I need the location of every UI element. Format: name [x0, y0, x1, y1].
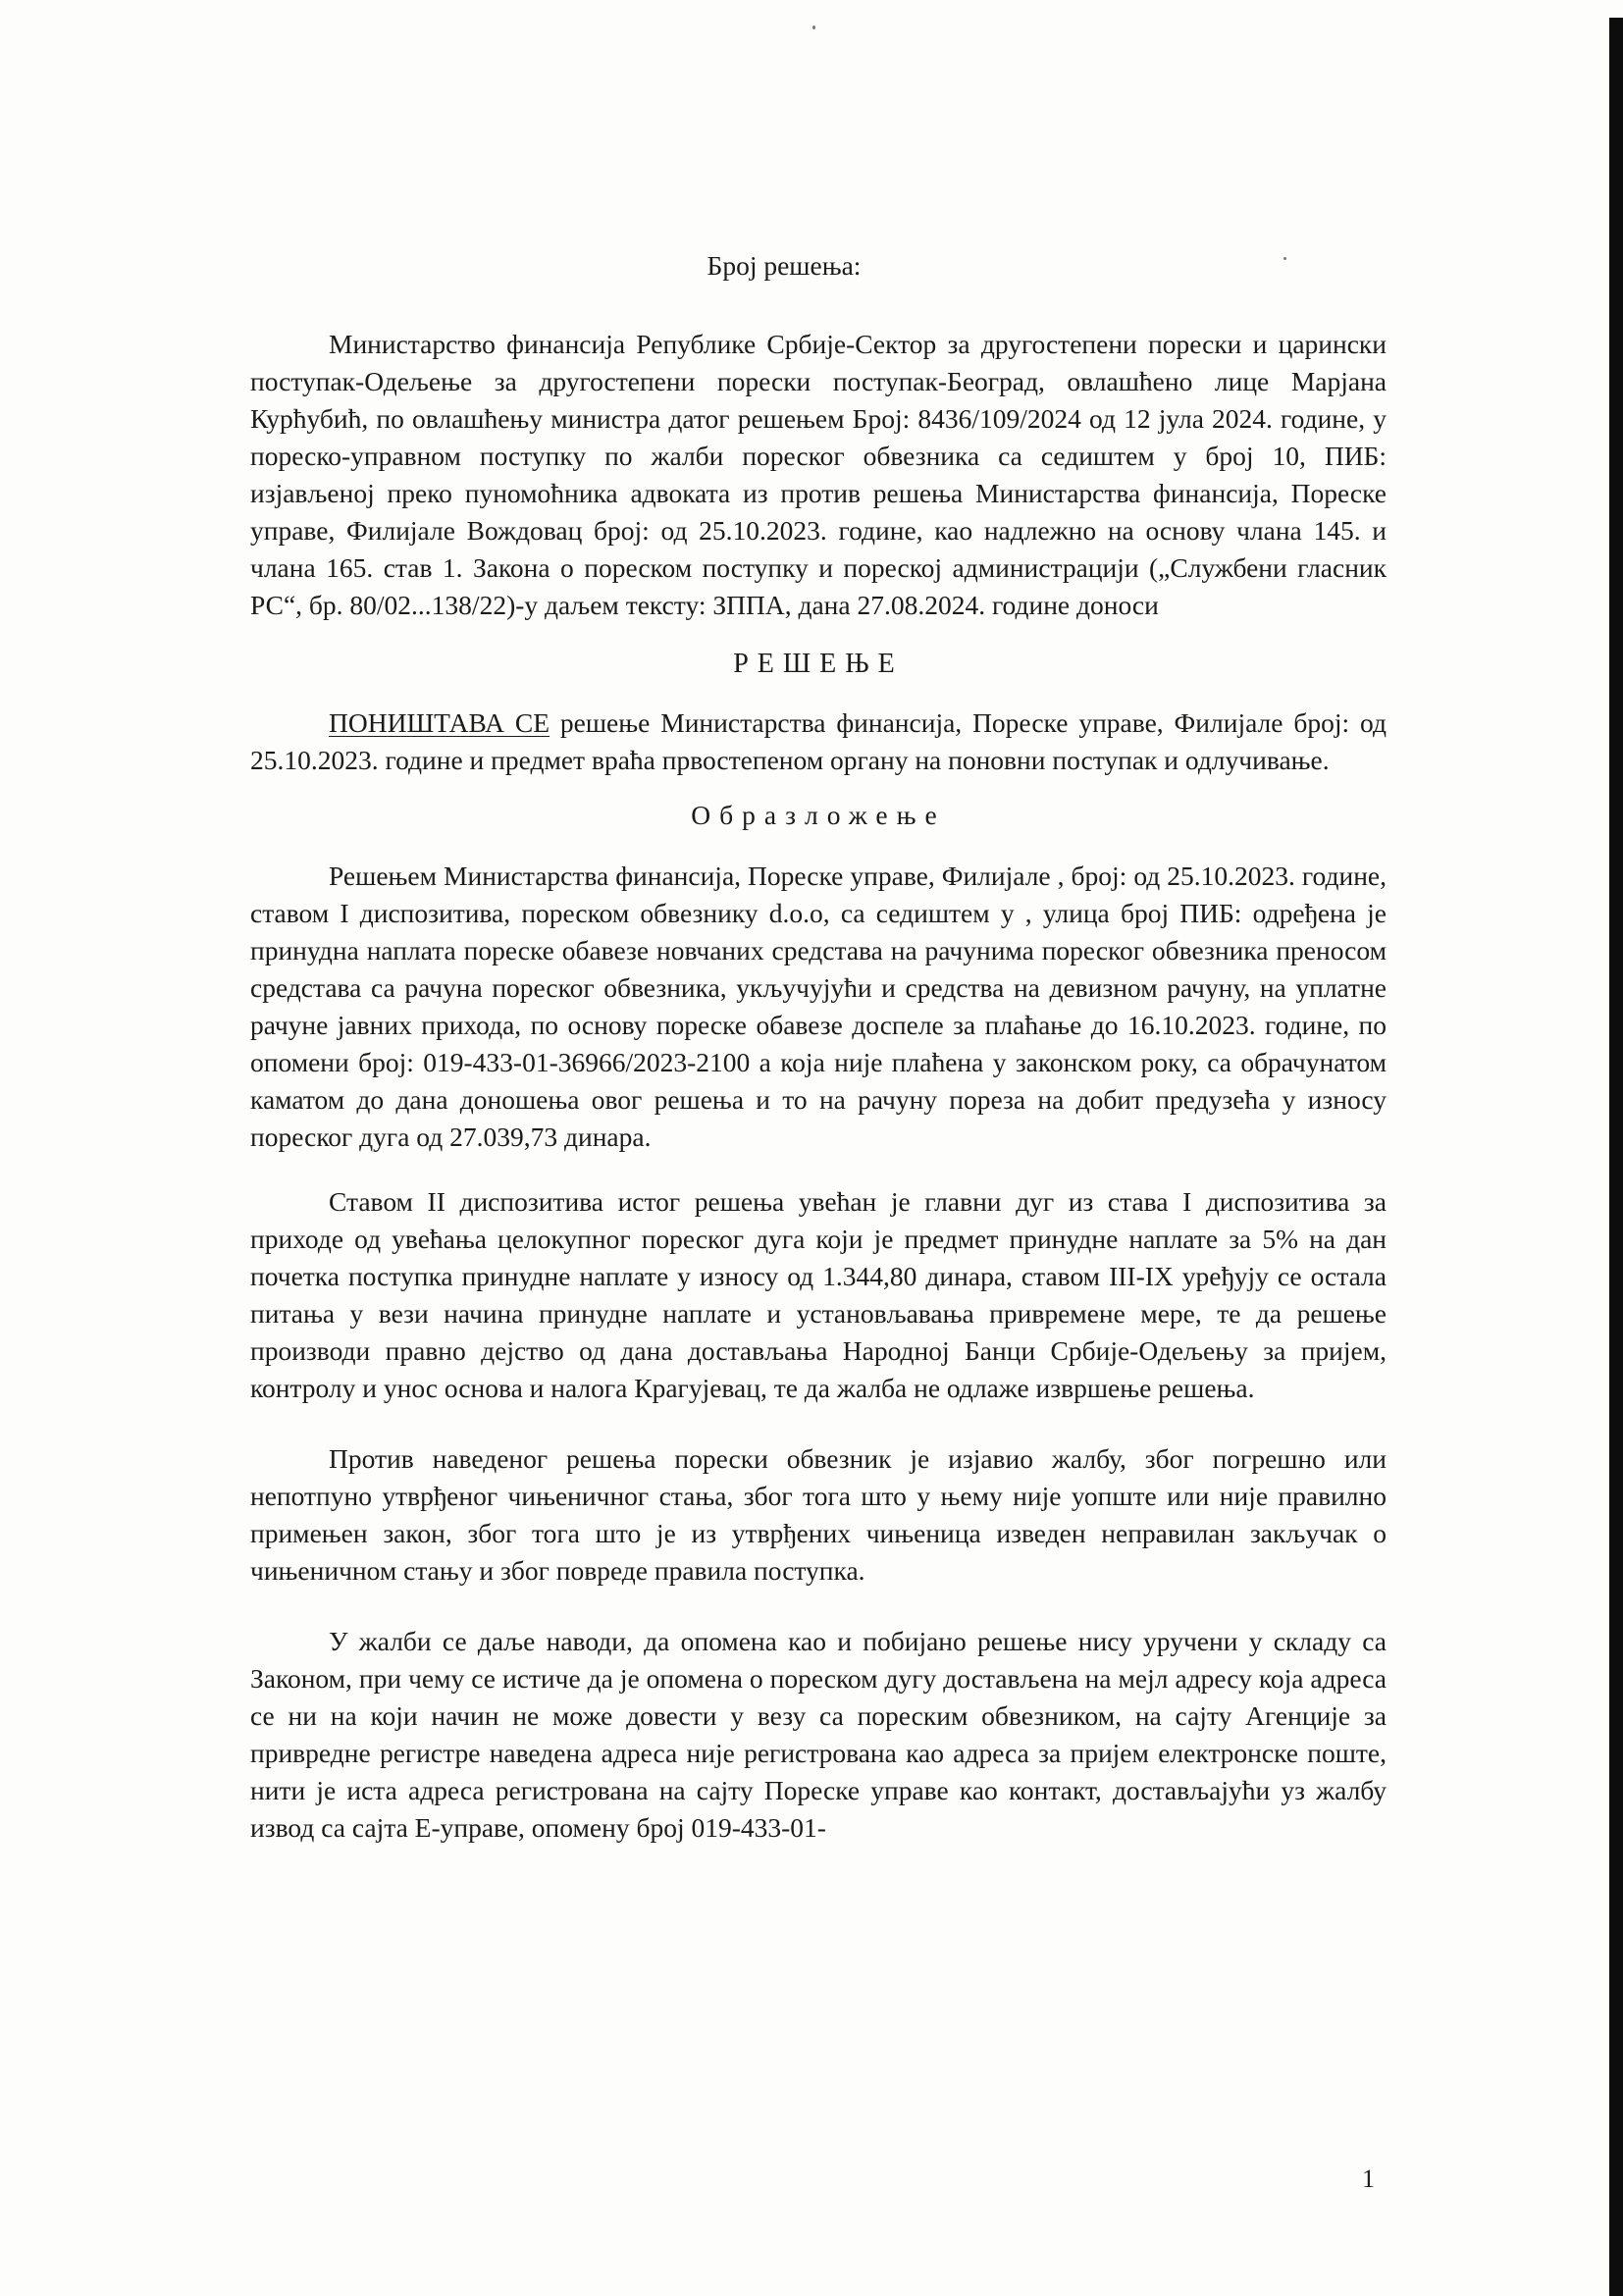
decision-number-line [250, 247, 1387, 285]
ruling-lead: ПОНИШТАВА СЕ [329, 707, 550, 738]
reasoning-paragraph-4: У жалби се даље наводи, да опомена као и побијано решење нису уручени у складу са Законом, при чему се истиче да је опомена о пореском дугу достављена на мејл адресу која адреса се ни на који начин не може довести у везу са пореским обвезником, на сајту Агенције за привредне регистре наведена адреса није регистрована као адреса за пријем електронске поште, нити је иста адреса регистрована на сајту Пореске управе као контакт, достављајући уз жалбу извод са сајта Е-управе, опомену број 019-433-01- [250, 1626, 1387, 1843]
ruling-text: решење Министарства финансија, Пореске управе, Филијале број: од 25.10.2023. године и предмет враћа првостепеном органу на поновни поступак и одлучивање. [250, 707, 1387, 775]
page-number: 1 [1362, 2165, 1375, 2193]
reasoning-paragraph-3: Против наведеног решења порески обвезник је изјавио жалбу, због погрешно или непотпуно утврђеног чињеничног стања, због тога што у њему није уопште или није правилно примењен закон, због тога што је из утврђених чињеница изведен неправилан закључак о чињеничном стању и због повреде правила поступка. [250, 1443, 1387, 1586]
reasoning-title: Образложење [691, 800, 946, 830]
intro-paragraph: Министарство финансија Републике Србије-Сектор за другостепени порески и царински поступак-Одељење за другостепени порески поступак-Београд, овлашћено лице Марјана Курћубић, по овлашћењу министра датог решењем Број: 8436/109/2024 од 12 јула 2024. године, у пореско-управном поступку по жалби пореског обвезника са седиштем у број 10, ПИБ: изјављеној преко пуномоћника адвоката из против решења Министарства финансија, Пореске управе, Филијале Вождовац број: од 25.10.2023. године, као надлежно на основу члана 145. и члана 165. став 1. Закона о пореском поступку и пореској администрацији („Службени гласник РС“, бр. 80/02...138/22)-у даљем тексту: ЗППА, дана 27.08.2024. године доноси [250, 329, 1387, 620]
document-body [250, 247, 1387, 1847]
ruling-paragraph [250, 704, 1387, 779]
scan-right-border [1609, 18, 1623, 2296]
decision-number-label: Број решења: [707, 250, 862, 281]
reasoning-paragraph-1: Решењем Министарства финансија, Пореске управе, Филијале , број: од 25.10.2023. године, ставом I диспозитива, пореском обвезнику d.o.o, са седиштем у , улица број ПИБ: одређена је принудна наплата пореске обавезе новчаних средстава на рачунима пореског обвезника преносом средстава са рачуна пореског обвезника, укључујући и средства на девизном рачуну, на уплатне рачуне јавних прихода, по основу пореске обавезе доспеле за плаћање до 16.10.2023. године, по опомени број: 019-433-01-36966/2023-2100 а која није плаћена у законском року, са обрачунатом каматом до дана доношења овог решења и то на рачуну пореза на добит предузећа у износу пореског дуга од 27.039,73 динара. [250, 861, 1387, 1152]
reasoning-paragraph-2: Ставом II диспозитива истог решења увећан је главни дуг из става I диспозитива за приходе од увећања целокупног пореског дуга који је предмет принудне наплате за 5% на дан почетка поступка принудне наплате у износу од 1.344,80 динара, ставом III-IX уређују се остала питања у вези начина принудне наплате и установљавања привремене мере, те да решење производи правно дејство од дана достављања Народној Банци Србије-Одељењу за пријем, контролу и унос основа и налога Крагујевац, те да жалба не одлаже извршење решења. [250, 1186, 1387, 1403]
document-title: РЕШЕЊЕ [733, 649, 904, 679]
scan-speck [812, 26, 815, 29]
